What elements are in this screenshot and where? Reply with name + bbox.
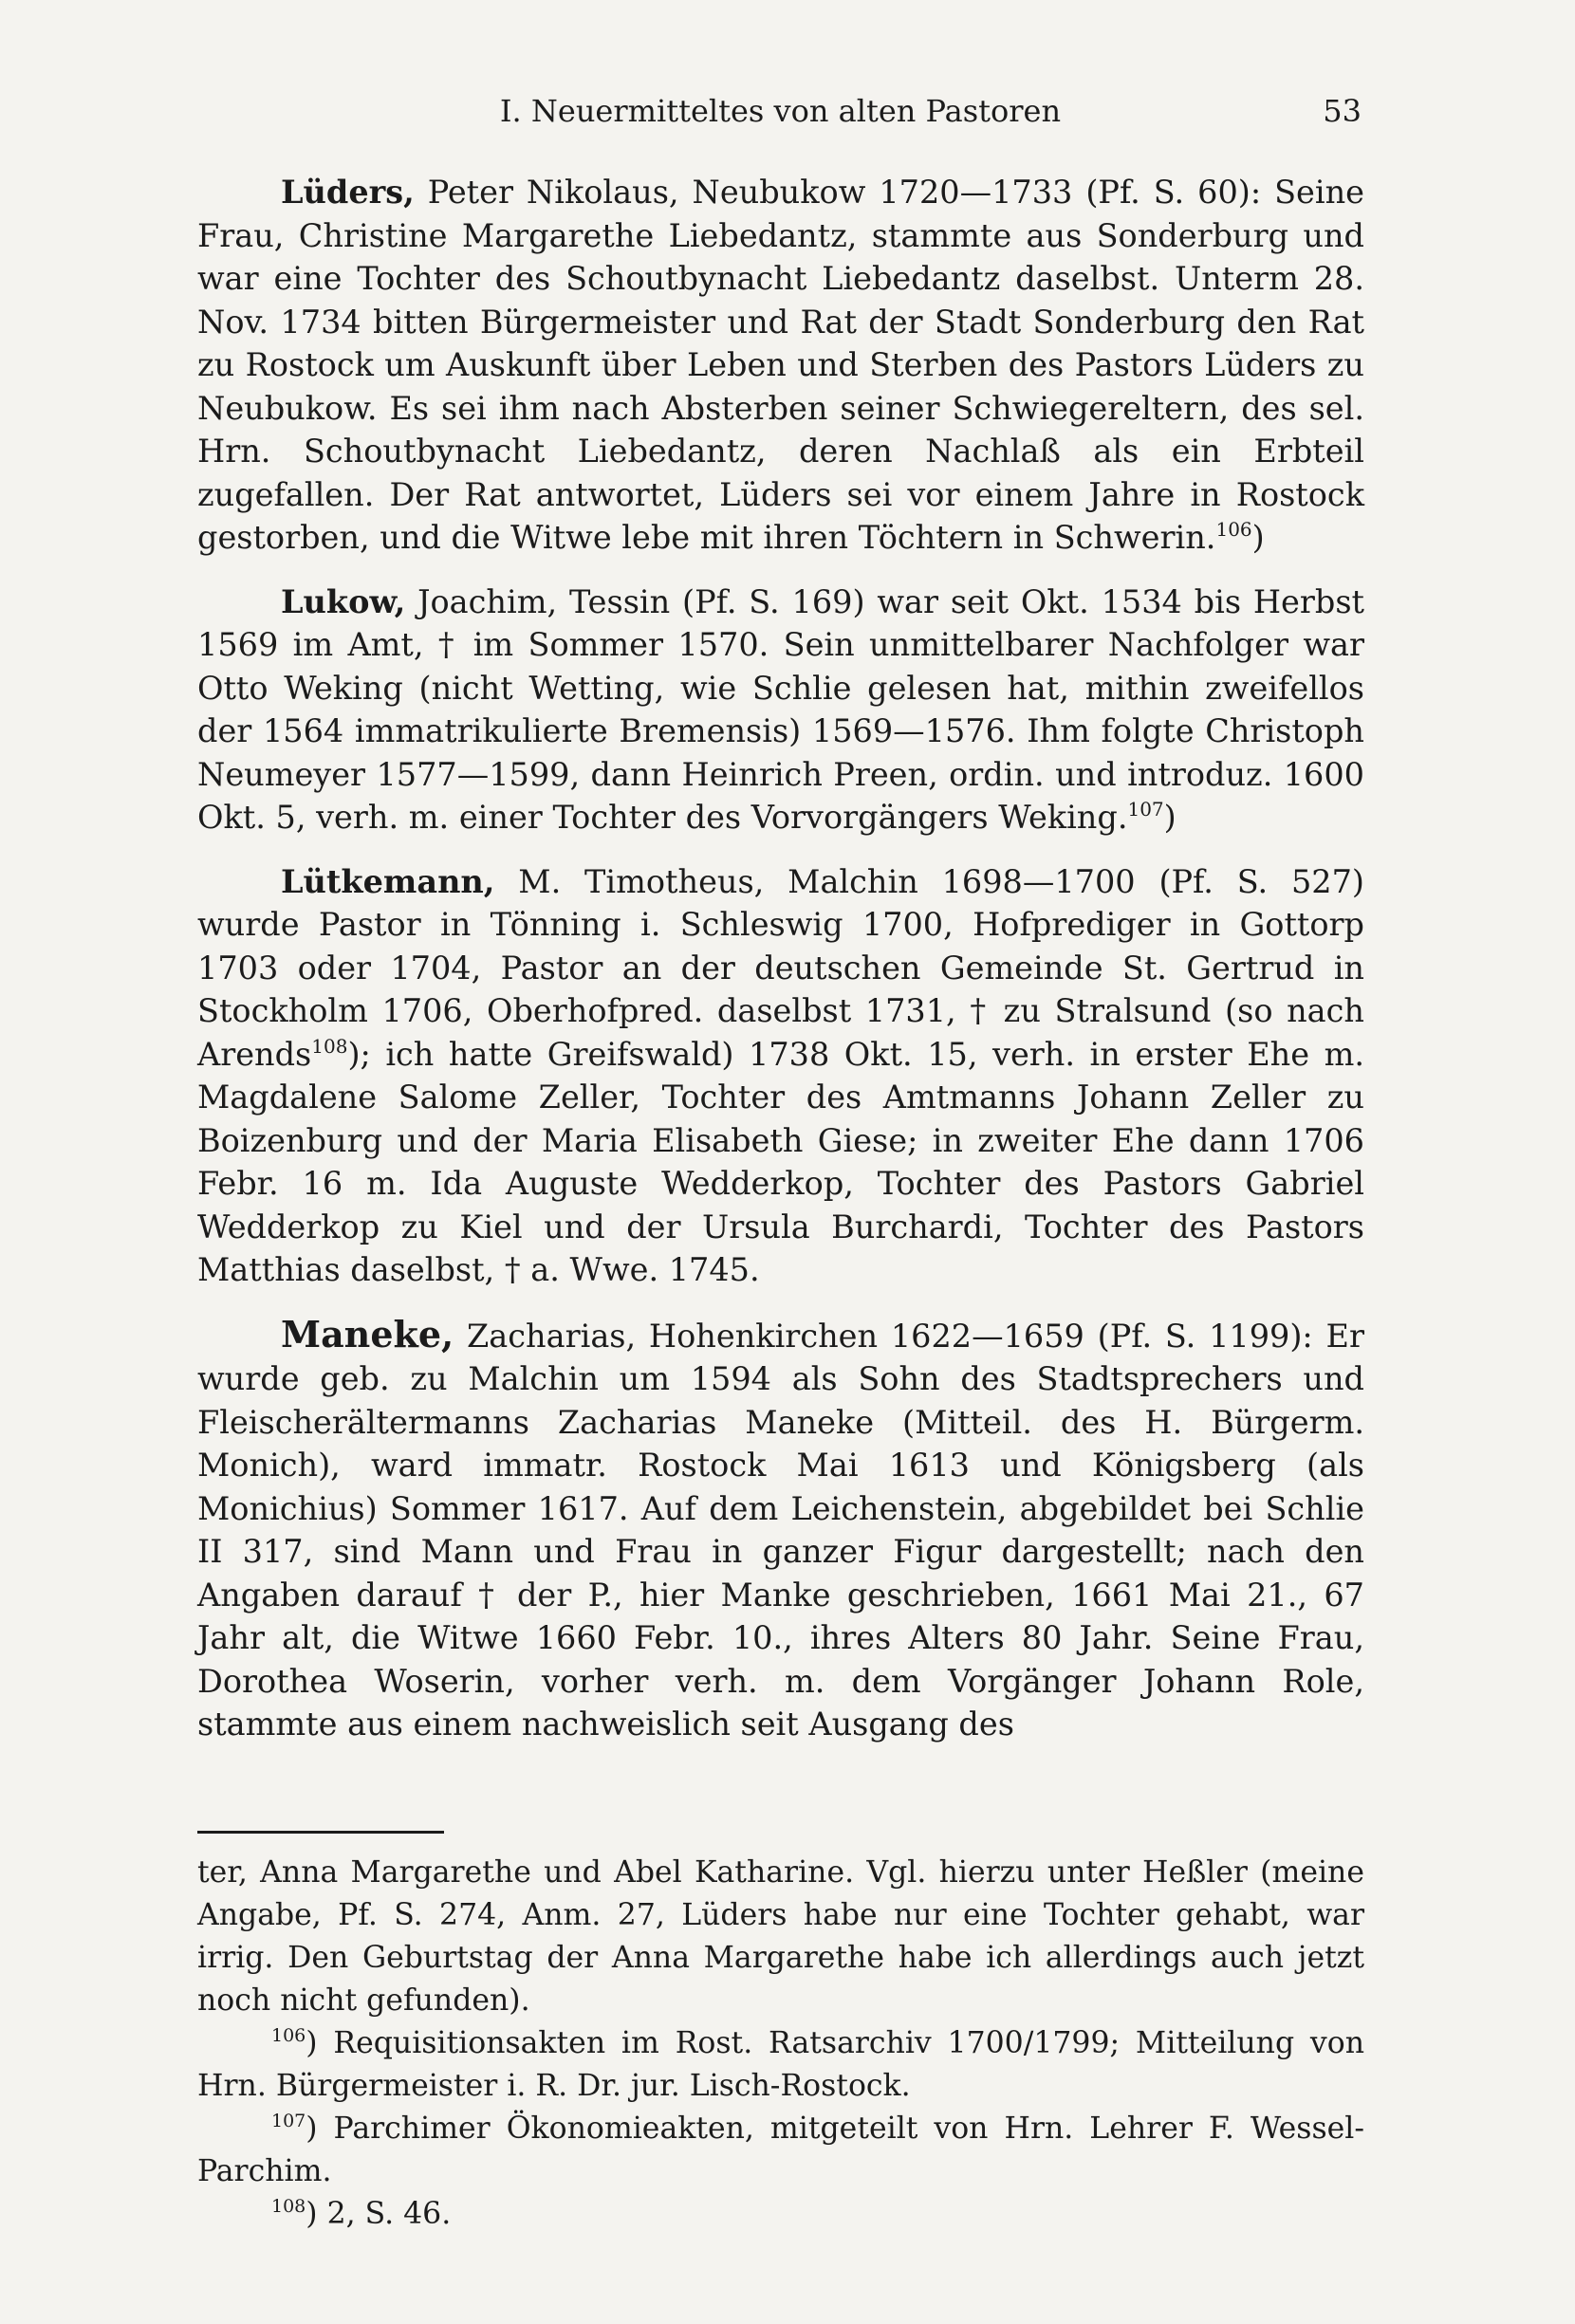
entry-text-tail: ); ich hatte Greifswald) 1738 Okt. 15, verh. in erster Ehe m. Magdalene Salome Zeller, Tochter des Amtmanns Johann Zeller zu Boizenburg und der Maria Elisabeth Giese; in zweiter Ehe dann 1706 Febr. 16 m. Ida Auguste Wedderkop, Tochter des Pastors Gabriel Wedderkop zu Kiel und der Ursula Burchardi, Tochter des Pastors Matthias daselbst, † a. Wwe. 1745. <box>197 1035 1364 1288</box>
running-title: I. Neuermitteltes von alten Pastoren <box>499 93 1062 129</box>
entry-name: Lukow, <box>281 582 406 620</box>
footnote-divider <box>197 1831 444 1834</box>
footnote-text: ) Parchimer Ökonomieakten, mitgeteilt von Hrn. Lehrer F. Wessel-Parchim. <box>197 2112 1364 2188</box>
footnote-text: ) 2, S. 46. <box>306 2197 452 2231</box>
entry-text: Peter Nikolaus, Neubukow 1720—1733 (Pf. S. 60): Seine Frau, Christine Margarethe Liebedantz, stammte aus Sonderburg und war eine Tochter des Schoutbynacht Liebedantz daselbst. Unterm 28. Nov. 1734 bitten Bürgermeister und Rat der Stadt Sonderburg den Rat zu Rostock um Auskunft über Leben und Sterben des Pastors Lüders zu Neubukow. Es sei ihm nach Absterben seiner Schwiegereltern, des sel. Hrn. Schoutbynacht Liebedantz, deren Nachlaß als ein Erbteil zugefallen. Der Rat antwortet, Lüders sei vor einem Jahre in Rostock gestorben, und die Witwe lebe mit ihren Töchtern in Schwerin. <box>197 174 1364 556</box>
footnote-107 <box>197 2108 1364 2193</box>
page-number: 53 <box>1323 93 1362 129</box>
footnote-number: 107 <box>271 2111 306 2131</box>
entry-name: Maneke, <box>281 1312 454 1356</box>
entry-text: M. Timotheus, Malchin 1698—1700 (Pf. S. 527) wurde Pastor in Tönning i. Schleswig 1700, Hofprediger in Gottorp 1703 oder 1704, Pastor an der deutschen Gemeinde St. Gertrud in Stockholm 1706, Oberhofpred. daselbst 1731, † zu Stralsund (so nach Arends <box>197 862 1364 1073</box>
footnote-number: 106 <box>271 2025 306 2046</box>
entry-maneke <box>197 1313 1364 1746</box>
running-header <box>199 87 1362 135</box>
entry-text-tail: ) <box>1163 799 1177 836</box>
main-text <box>197 171 1364 1767</box>
entry-name: Lütkemann, <box>281 862 495 900</box>
footnote-number: 108 <box>271 2196 306 2217</box>
footnotes <box>197 1852 1364 2236</box>
footnote-text: ) Requisitionsakten im Rost. Ratsarchiv 1700/1799; Mitteilung von Hrn. Bürgermeister i. R. Dr. jur. Lisch-Rostock. <box>197 2026 1364 2103</box>
entry-text: Zacharias, Hohenkirchen 1622—1659 (Pf. S. 1199): Er wurde geb. zu Malchin um 1594 als Sohn des Stadtsprechers und Fleischerältermanns Zacharias Maneke (Mitteil. des H. Bürgerm. Monich), ward immatr. Rostock Mai 1613 und Königsberg (als Monichius) Sommer 1617. Auf dem Leichenstein, abgebildet bei Schlie II 317, sind Mann und Frau in ganzer Figur dargestellt; nach den Angaben darauf † der P., hier Manke geschrieben, 1661 Mai 21., 67 Jahr alt, die Witwe 1660 Febr. 10., ihres Alters 80 Jahr. Seine Frau, Dorothea Woserin, vorher verh. m. dem Vorgänger Johann Role, stammte aus einem nachweislich seit Ausgang des <box>197 1317 1364 1743</box>
entry-lueders <box>197 171 1364 560</box>
footnote-108 <box>197 2193 1364 2236</box>
footnote-106 <box>197 2022 1364 2108</box>
footnote-reference: 106 <box>1215 518 1252 541</box>
entry-text: Joachim, Tessin (Pf. S. 169) war seit Okt. 1534 bis Herbst 1569 im Amt, † im Sommer 1570. Sein unmittelbarer Nachfolger war Otto Weking (nicht Wetting, wie Schlie gelesen hat, mithin zweifellos der 1564 immatrikulierte Bremensis) 1569—1576. Ihm folgte Christoph Neumeyer 1577—1599, dann Heinrich Preen, ordin. und introduz. 1600 Okt. 5, verh. m. einer Tochter des Vorvorgängers Weking. <box>197 582 1364 836</box>
footnote-continuation: ter, Anna Margarethe und Abel Katharine. Vgl. hierzu unter Heßler (meine Angabe, Pf. S. 274, Anm. 27, Lüders habe nur eine Tochter gehabt, war irrig. Den Geburtstag der Anna Margarethe habe ich allerdings auch jetzt noch nicht gefunden). <box>197 1855 1364 2018</box>
entry-lukow <box>197 581 1364 839</box>
footnote-reference: 108 <box>311 1034 348 1058</box>
footnote-reference: 107 <box>1127 798 1164 821</box>
entry-text-tail: ) <box>1251 519 1265 556</box>
entry-luetkemann <box>197 860 1364 1292</box>
entry-name: Lüders, <box>281 174 415 211</box>
